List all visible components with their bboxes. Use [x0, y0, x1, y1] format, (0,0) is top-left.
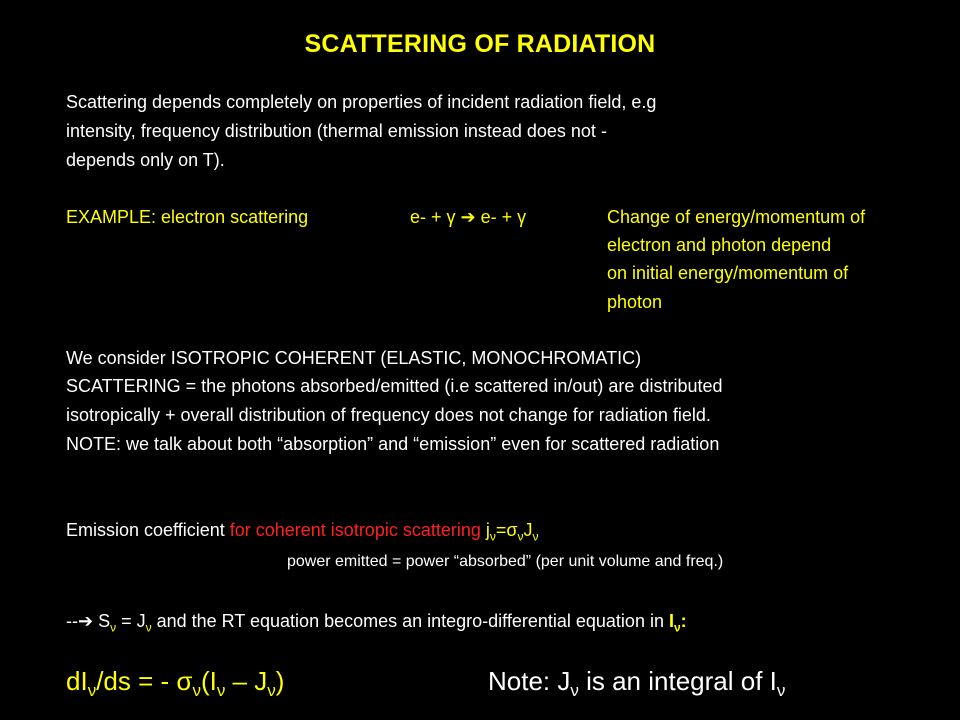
- emission-power-line: power emitted = power “absorbed” (per unit volume and freq.): [287, 553, 724, 570]
- rt-nu-1: ν: [110, 620, 117, 635]
- note-nu-1: ν: [570, 681, 579, 701]
- rt-nu-3: ν: [673, 620, 681, 635]
- rt-equation: [66, 666, 284, 701]
- eq-ds: /ds = -: [96, 666, 177, 696]
- rt-arrow: --➔: [66, 611, 99, 631]
- emission-sigma: σ: [506, 520, 518, 540]
- emission-eq: =: [495, 520, 507, 540]
- equation-note: [488, 666, 785, 701]
- eq-close: ): [275, 666, 285, 696]
- emission-red-text: for coherent isotropic scattering: [229, 520, 486, 540]
- emission-J: J: [523, 520, 533, 540]
- rt-line: [66, 607, 687, 642]
- eq-dI: dI: [66, 666, 88, 696]
- note-prefix: Note: J: [488, 666, 571, 696]
- example-label: EXAMPLE: electron scattering: [66, 207, 309, 227]
- intro-line-3: depends only on T).: [66, 150, 225, 170]
- example-note-line-3: on initial energy/momentum of: [607, 263, 849, 283]
- example-reaction: e- + γ ➔ e- + γ: [410, 207, 527, 227]
- emission-prefix: Emission coefficient: [66, 520, 230, 540]
- isotropic-line-3: isotropically + overall distribution of frequency does not change for radiation field.: [66, 405, 711, 425]
- emission-line: [66, 516, 539, 551]
- eq-nu-4: ν: [267, 681, 276, 701]
- intro-line-2: intensity, frequency distribution (thermal emission instead does not -: [66, 121, 607, 141]
- example-note-line-1: Change of energy/momentum of: [607, 207, 866, 227]
- intro-line-1: Scattering depends completely on properties of incident radiation field, e.g: [66, 92, 657, 112]
- emission-j: j: [485, 520, 490, 540]
- isotropic-line-1: We consider ISOTROPIC COHERENT (ELASTIC, MONOCHROMATIC): [66, 348, 642, 368]
- eq-nu-1: ν: [87, 681, 97, 701]
- eq-minus: – J: [225, 666, 268, 696]
- emission-nu-1: ν: [489, 529, 496, 544]
- rt-middle: = J: [116, 611, 146, 631]
- rt-nu-2: ν: [145, 620, 152, 635]
- eq-open: (I: [200, 666, 217, 696]
- emission-nu-2: ν: [517, 529, 524, 544]
- isotropic-line-4: NOTE: we talk about both “absorption” and “emission” even for scattered radiation: [66, 434, 720, 454]
- rt-colon: :: [680, 611, 687, 631]
- rt-I: I: [668, 611, 674, 631]
- isotropic-line-2: SCATTERING = the photons absorbed/emitted (i.e scattered in/out) are distributed: [66, 376, 723, 396]
- rt-S: S: [98, 611, 111, 631]
- note-mid: is an integral of I: [578, 666, 777, 696]
- slide-title: SCATTERING OF RADIATION: [304, 30, 656, 58]
- eq-nu-2: ν: [192, 681, 201, 701]
- note-nu-2: ν: [776, 681, 786, 701]
- eq-sigma: σ: [176, 666, 193, 696]
- example-note-line-4: photon: [607, 292, 663, 312]
- emission-nu-3: ν: [532, 529, 539, 544]
- example-note-line-2: electron and photon depend: [607, 235, 832, 255]
- rt-rest: and the RT equation becomes an integro-differential equation in: [151, 611, 669, 631]
- eq-nu-3: ν: [216, 681, 226, 701]
